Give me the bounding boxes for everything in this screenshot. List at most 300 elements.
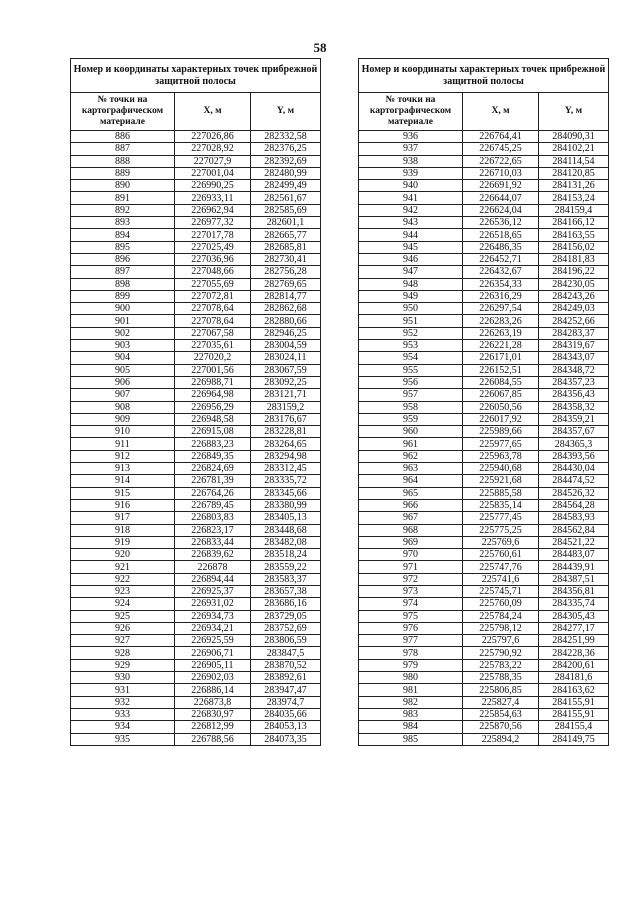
table-row — [71, 721, 321, 733]
y-coordinate-cell: 284181,83 — [539, 253, 609, 265]
y-coordinate-cell: 283335,72 — [251, 475, 321, 487]
table-row — [359, 253, 609, 265]
y-coordinate-cell: 284181,6 — [539, 672, 609, 684]
point-number-cell: 969 — [359, 536, 463, 548]
point-number-cell: 985 — [359, 733, 463, 745]
x-coordinate-cell: 226764,26 — [175, 487, 251, 499]
y-coordinate-cell: 283752,69 — [251, 622, 321, 634]
x-coordinate-cell: 226883,23 — [175, 438, 251, 450]
x-coordinate-cell: 227026,86 — [175, 131, 251, 143]
point-number-cell: 898 — [71, 278, 175, 290]
y-coordinate-cell: 284335,74 — [539, 598, 609, 610]
point-number-cell: 914 — [71, 475, 175, 487]
point-number-cell: 915 — [71, 487, 175, 499]
y-coordinate-cell: 282585,69 — [251, 204, 321, 216]
x-coordinate-cell: 226316,29 — [463, 290, 539, 302]
table-row — [359, 266, 609, 278]
table-row — [359, 438, 609, 450]
x-coordinate-cell: 226710,03 — [463, 167, 539, 179]
column-header-x: X, м — [175, 93, 251, 131]
point-number-cell: 962 — [359, 450, 463, 462]
point-number-cell: 896 — [71, 253, 175, 265]
y-coordinate-cell: 282392,69 — [251, 155, 321, 167]
x-coordinate-cell: 226833,44 — [175, 536, 251, 548]
table-row — [71, 180, 321, 192]
y-coordinate-cell: 282480,99 — [251, 167, 321, 179]
x-coordinate-cell: 226297,54 — [463, 303, 539, 315]
x-coordinate-cell: 227078,64 — [175, 303, 251, 315]
point-number-cell: 905 — [71, 364, 175, 376]
y-coordinate-cell: 283729,05 — [251, 610, 321, 622]
point-number-cell: 955 — [359, 364, 463, 376]
table-row — [359, 131, 609, 143]
y-coordinate-cell: 283264,65 — [251, 438, 321, 450]
x-coordinate-cell: 226977,32 — [175, 217, 251, 229]
x-coordinate-cell: 227048,66 — [175, 266, 251, 278]
table-row — [359, 684, 609, 696]
y-coordinate-cell: 283294,98 — [251, 450, 321, 462]
table-row — [359, 499, 609, 511]
x-coordinate-cell: 226788,56 — [175, 733, 251, 745]
table-row — [359, 549, 609, 561]
table-row — [71, 512, 321, 524]
table-row — [359, 376, 609, 388]
point-number-cell: 963 — [359, 463, 463, 475]
x-coordinate-cell: 226354,33 — [463, 278, 539, 290]
x-coordinate-cell: 225788,35 — [463, 672, 539, 684]
table-row — [359, 426, 609, 438]
point-number-cell: 920 — [71, 549, 175, 561]
y-coordinate-cell: 284196,22 — [539, 266, 609, 278]
x-coordinate-cell: 226915,08 — [175, 426, 251, 438]
table-row — [359, 204, 609, 216]
point-number-cell: 911 — [71, 438, 175, 450]
y-coordinate-cell: 283559,22 — [251, 561, 321, 573]
x-coordinate-cell: 226933,11 — [175, 192, 251, 204]
y-coordinate-cell: 284283,37 — [539, 327, 609, 339]
table-row — [71, 499, 321, 511]
point-number-cell: 922 — [71, 573, 175, 585]
point-number-cell: 930 — [71, 672, 175, 684]
point-number-cell: 966 — [359, 499, 463, 511]
table-row — [71, 487, 321, 499]
x-coordinate-cell: 226084,55 — [463, 376, 539, 388]
table-row — [71, 340, 321, 352]
point-number-cell: 902 — [71, 327, 175, 339]
table-row — [359, 672, 609, 684]
y-coordinate-cell: 284356,81 — [539, 585, 609, 597]
x-coordinate-cell: 225854,63 — [463, 708, 539, 720]
table-row — [71, 401, 321, 413]
table-row — [71, 672, 321, 684]
x-coordinate-cell: 226067,85 — [463, 389, 539, 401]
table-row — [71, 524, 321, 536]
table-row — [71, 192, 321, 204]
x-coordinate-cell: 226962,94 — [175, 204, 251, 216]
table-row — [359, 229, 609, 241]
x-coordinate-cell: 226221,28 — [463, 340, 539, 352]
table-row — [359, 389, 609, 401]
y-coordinate-cell: 284252,66 — [539, 315, 609, 327]
y-coordinate-cell: 284277,17 — [539, 622, 609, 634]
x-coordinate-cell: 225963,78 — [463, 450, 539, 462]
x-coordinate-cell: 227036,96 — [175, 253, 251, 265]
x-coordinate-cell: 227055,69 — [175, 278, 251, 290]
table-row — [71, 364, 321, 376]
y-coordinate-cell: 284526,32 — [539, 487, 609, 499]
y-coordinate-cell: 283380,99 — [251, 499, 321, 511]
table-row — [359, 659, 609, 671]
x-coordinate-cell: 226925,59 — [175, 635, 251, 647]
point-number-cell: 950 — [359, 303, 463, 315]
y-coordinate-cell: 283405,13 — [251, 512, 321, 524]
x-coordinate-cell: 225989,66 — [463, 426, 539, 438]
x-coordinate-cell: 226964,98 — [175, 389, 251, 401]
table-row — [359, 524, 609, 536]
x-coordinate-cell: 227001,56 — [175, 364, 251, 376]
table-body — [359, 131, 609, 746]
table-row — [71, 352, 321, 364]
point-number-cell: 942 — [359, 204, 463, 216]
table-body — [71, 131, 321, 746]
point-number-cell: 964 — [359, 475, 463, 487]
point-number-cell: 977 — [359, 635, 463, 647]
y-coordinate-cell: 284163,62 — [539, 684, 609, 696]
y-coordinate-cell: 284230,05 — [539, 278, 609, 290]
point-number-cell: 947 — [359, 266, 463, 278]
page-number: 58 — [313, 40, 327, 55]
table-row — [359, 635, 609, 647]
point-number-cell: 927 — [71, 635, 175, 647]
y-coordinate-cell: 284053,13 — [251, 721, 321, 733]
point-number-cell: 961 — [359, 438, 463, 450]
point-number-cell: 900 — [71, 303, 175, 315]
table-row — [71, 635, 321, 647]
y-coordinate-cell: 283004,59 — [251, 340, 321, 352]
point-number-cell: 936 — [359, 131, 463, 143]
y-coordinate-cell: 283806,59 — [251, 635, 321, 647]
x-coordinate-cell: 226925,37 — [175, 585, 251, 597]
y-coordinate-cell: 283482,08 — [251, 536, 321, 548]
point-number-cell: 956 — [359, 376, 463, 388]
column-header-point: № точки на картографическом материале — [359, 93, 463, 131]
y-coordinate-cell: 282769,65 — [251, 278, 321, 290]
table-row — [71, 241, 321, 253]
x-coordinate-cell: 226017,92 — [463, 413, 539, 425]
table-row — [359, 708, 609, 720]
y-coordinate-cell: 284564,28 — [539, 499, 609, 511]
point-number-cell: 973 — [359, 585, 463, 597]
y-coordinate-cell: 282332,58 — [251, 131, 321, 143]
x-coordinate-cell: 225777,45 — [463, 512, 539, 524]
table-row — [71, 278, 321, 290]
x-coordinate-cell: 225797,6 — [463, 635, 539, 647]
x-coordinate-cell: 226745,25 — [463, 143, 539, 155]
table-row — [71, 696, 321, 708]
y-coordinate-cell: 284358,32 — [539, 401, 609, 413]
y-coordinate-cell: 282730,41 — [251, 253, 321, 265]
table-row — [71, 155, 321, 167]
table-row — [71, 450, 321, 462]
x-coordinate-cell: 226894,44 — [175, 573, 251, 585]
table-row — [359, 733, 609, 745]
x-coordinate-cell: 226849,35 — [175, 450, 251, 462]
table-row — [359, 364, 609, 376]
table-row — [359, 241, 609, 253]
x-coordinate-cell: 225798,12 — [463, 622, 539, 634]
table-row — [359, 413, 609, 425]
point-number-cell: 932 — [71, 696, 175, 708]
x-coordinate-cell: 226432,67 — [463, 266, 539, 278]
x-coordinate-cell: 226803,83 — [175, 512, 251, 524]
table-row — [71, 438, 321, 450]
y-coordinate-cell: 283092,25 — [251, 376, 321, 388]
point-number-cell: 940 — [359, 180, 463, 192]
y-coordinate-cell: 284114,54 — [539, 155, 609, 167]
table-row — [71, 131, 321, 143]
table-row — [71, 290, 321, 302]
point-number-cell: 926 — [71, 622, 175, 634]
y-coordinate-cell: 284243,26 — [539, 290, 609, 302]
point-number-cell: 928 — [71, 647, 175, 659]
point-number-cell: 946 — [359, 253, 463, 265]
x-coordinate-cell: 226518,65 — [463, 229, 539, 241]
point-number-cell: 954 — [359, 352, 463, 364]
y-coordinate-cell: 284249,03 — [539, 303, 609, 315]
x-coordinate-cell: 225827,4 — [463, 696, 539, 708]
point-number-cell: 895 — [71, 241, 175, 253]
table-row — [71, 327, 321, 339]
x-coordinate-cell: 226906,71 — [175, 647, 251, 659]
point-number-cell: 918 — [71, 524, 175, 536]
y-coordinate-cell: 284319,67 — [539, 340, 609, 352]
point-number-cell: 979 — [359, 659, 463, 671]
x-coordinate-cell: 227072,81 — [175, 290, 251, 302]
y-coordinate-cell: 284200,61 — [539, 659, 609, 671]
y-coordinate-cell: 283518,24 — [251, 549, 321, 561]
x-coordinate-cell: 226934,21 — [175, 622, 251, 634]
table-row — [71, 573, 321, 585]
x-coordinate-cell: 226789,45 — [175, 499, 251, 511]
y-coordinate-cell: 282561,67 — [251, 192, 321, 204]
x-coordinate-cell: 227028,92 — [175, 143, 251, 155]
table-row — [71, 622, 321, 634]
x-coordinate-cell: 226902,03 — [175, 672, 251, 684]
point-number-cell: 893 — [71, 217, 175, 229]
y-coordinate-cell: 284131,26 — [539, 180, 609, 192]
y-coordinate-cell: 284035,66 — [251, 708, 321, 720]
y-coordinate-cell: 284102,21 — [539, 143, 609, 155]
table-row — [71, 598, 321, 610]
point-number-cell: 931 — [71, 684, 175, 696]
x-coordinate-cell: 227035,61 — [175, 340, 251, 352]
y-coordinate-cell: 282601,1 — [251, 217, 321, 229]
point-number-cell: 941 — [359, 192, 463, 204]
point-number-cell: 982 — [359, 696, 463, 708]
x-coordinate-cell: 226990,25 — [175, 180, 251, 192]
y-coordinate-cell: 284483,07 — [539, 549, 609, 561]
table-row — [71, 549, 321, 561]
y-coordinate-cell: 284155,91 — [539, 696, 609, 708]
y-coordinate-cell: 283228,81 — [251, 426, 321, 438]
x-coordinate-cell: 225894,2 — [463, 733, 539, 745]
x-coordinate-cell: 226948,58 — [175, 413, 251, 425]
x-coordinate-cell: 226812,99 — [175, 721, 251, 733]
y-coordinate-cell: 283159,2 — [251, 401, 321, 413]
y-coordinate-cell: 283947,47 — [251, 684, 321, 696]
x-coordinate-cell: 226283,26 — [463, 315, 539, 327]
y-coordinate-cell: 284562,84 — [539, 524, 609, 536]
x-coordinate-cell: 226050,56 — [463, 401, 539, 413]
point-number-cell: 935 — [71, 733, 175, 745]
point-number-cell: 924 — [71, 598, 175, 610]
table-row — [359, 352, 609, 364]
y-coordinate-cell: 283121,71 — [251, 389, 321, 401]
x-coordinate-cell: 225760,61 — [463, 549, 539, 561]
y-coordinate-cell: 284359,21 — [539, 413, 609, 425]
point-number-cell: 953 — [359, 340, 463, 352]
y-coordinate-cell: 282756,28 — [251, 266, 321, 278]
point-number-cell: 901 — [71, 315, 175, 327]
point-number-cell: 945 — [359, 241, 463, 253]
y-coordinate-cell: 282499,49 — [251, 180, 321, 192]
y-coordinate-cell: 284073,35 — [251, 733, 321, 745]
point-number-cell: 917 — [71, 512, 175, 524]
x-coordinate-cell: 226988,71 — [175, 376, 251, 388]
table-row — [71, 561, 321, 573]
point-number-cell: 934 — [71, 721, 175, 733]
x-coordinate-cell: 227001,04 — [175, 167, 251, 179]
point-number-cell: 906 — [71, 376, 175, 388]
table-row — [359, 622, 609, 634]
x-coordinate-cell: 226722,65 — [463, 155, 539, 167]
y-coordinate-cell: 284251,99 — [539, 635, 609, 647]
x-coordinate-cell: 227067,58 — [175, 327, 251, 339]
x-coordinate-cell: 226839,62 — [175, 549, 251, 561]
x-coordinate-cell: 227025,49 — [175, 241, 251, 253]
y-coordinate-cell: 284583,93 — [539, 512, 609, 524]
table-row — [71, 426, 321, 438]
point-number-cell: 894 — [71, 229, 175, 241]
point-number-cell: 951 — [359, 315, 463, 327]
table-row — [359, 561, 609, 573]
table-row — [359, 278, 609, 290]
point-number-cell: 967 — [359, 512, 463, 524]
x-coordinate-cell: 226878 — [175, 561, 251, 573]
point-number-cell: 960 — [359, 426, 463, 438]
table-row — [359, 303, 609, 315]
point-number-cell: 913 — [71, 463, 175, 475]
x-coordinate-cell: 225921,68 — [463, 475, 539, 487]
table-row — [359, 721, 609, 733]
y-coordinate-cell: 284163,55 — [539, 229, 609, 241]
y-coordinate-cell: 283892,61 — [251, 672, 321, 684]
table-row — [359, 315, 609, 327]
table-row — [359, 155, 609, 167]
y-coordinate-cell: 284343,07 — [539, 352, 609, 364]
y-coordinate-cell: 282685,81 — [251, 241, 321, 253]
point-number-cell: 968 — [359, 524, 463, 536]
y-coordinate-cell: 284155,4 — [539, 721, 609, 733]
point-number-cell: 938 — [359, 155, 463, 167]
table-row — [359, 192, 609, 204]
x-coordinate-cell: 226691,92 — [463, 180, 539, 192]
table-row — [359, 536, 609, 548]
x-coordinate-cell: 225745,71 — [463, 585, 539, 597]
table-row — [359, 475, 609, 487]
point-number-cell: 959 — [359, 413, 463, 425]
point-number-cell: 981 — [359, 684, 463, 696]
y-coordinate-cell: 283176,67 — [251, 413, 321, 425]
y-coordinate-cell: 284149,75 — [539, 733, 609, 745]
table-row — [71, 376, 321, 388]
table-row — [71, 413, 321, 425]
x-coordinate-cell: 225769,6 — [463, 536, 539, 548]
y-coordinate-cell: 284387,51 — [539, 573, 609, 585]
point-number-cell: 891 — [71, 192, 175, 204]
y-coordinate-cell: 284357,23 — [539, 376, 609, 388]
point-number-cell: 957 — [359, 389, 463, 401]
table-row — [359, 463, 609, 475]
point-number-cell: 978 — [359, 647, 463, 659]
y-coordinate-cell: 282814,77 — [251, 290, 321, 302]
y-coordinate-cell: 282862,68 — [251, 303, 321, 315]
table-row — [71, 217, 321, 229]
point-number-cell: 889 — [71, 167, 175, 179]
y-coordinate-cell: 283686,16 — [251, 598, 321, 610]
point-number-cell: 890 — [71, 180, 175, 192]
point-number-cell: 972 — [359, 573, 463, 585]
x-coordinate-cell: 225741,6 — [463, 573, 539, 585]
x-coordinate-cell: 226152,51 — [463, 364, 539, 376]
table-row — [359, 512, 609, 524]
table-row — [71, 303, 321, 315]
point-number-cell: 965 — [359, 487, 463, 499]
point-number-cell: 910 — [71, 426, 175, 438]
x-coordinate-cell: 226886,14 — [175, 684, 251, 696]
x-coordinate-cell: 226624,04 — [463, 204, 539, 216]
table-row — [359, 573, 609, 585]
table-row — [359, 327, 609, 339]
y-coordinate-cell: 283312,45 — [251, 463, 321, 475]
point-number-cell: 907 — [71, 389, 175, 401]
y-coordinate-cell: 284156,02 — [539, 241, 609, 253]
x-coordinate-cell: 226830,97 — [175, 708, 251, 720]
point-number-cell: 944 — [359, 229, 463, 241]
x-coordinate-cell: 226486,35 — [463, 241, 539, 253]
point-number-cell: 949 — [359, 290, 463, 302]
x-coordinate-cell: 226781,39 — [175, 475, 251, 487]
x-coordinate-cell: 226873,8 — [175, 696, 251, 708]
y-coordinate-cell: 284305,43 — [539, 610, 609, 622]
point-number-cell: 923 — [71, 585, 175, 597]
table-row — [71, 475, 321, 487]
x-coordinate-cell: 226905,11 — [175, 659, 251, 671]
x-coordinate-cell: 226536,12 — [463, 217, 539, 229]
y-coordinate-cell: 284348,72 — [539, 364, 609, 376]
y-coordinate-cell: 283847,5 — [251, 647, 321, 659]
point-number-cell: 888 — [71, 155, 175, 167]
column-header-y: Y, м — [539, 93, 609, 131]
y-coordinate-cell: 283448,68 — [251, 524, 321, 536]
table-row — [359, 487, 609, 499]
point-number-cell: 976 — [359, 622, 463, 634]
point-number-cell: 921 — [71, 561, 175, 573]
coordinates-table-left — [70, 58, 321, 746]
y-coordinate-cell: 283345,66 — [251, 487, 321, 499]
table-row — [71, 733, 321, 745]
point-number-cell: 899 — [71, 290, 175, 302]
